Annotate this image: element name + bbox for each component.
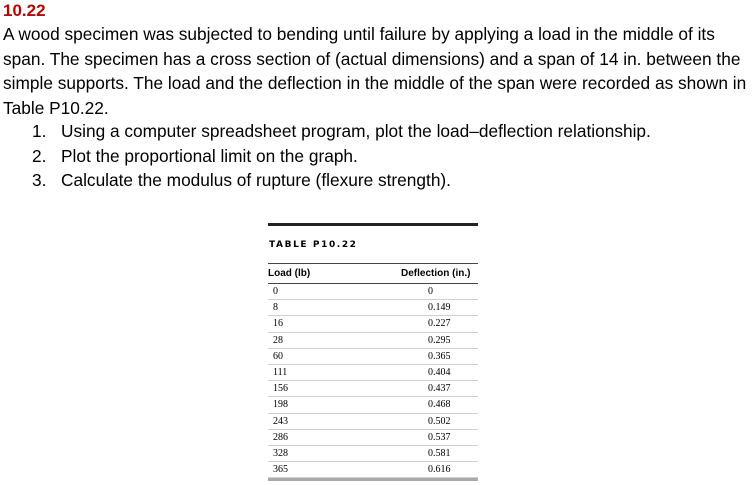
deflection-cell: 0.149 xyxy=(333,300,478,316)
table-body xyxy=(268,284,478,478)
table-row xyxy=(268,364,478,380)
task-list xyxy=(32,119,651,193)
problem-number: 10.22 xyxy=(3,1,46,20)
table-row xyxy=(268,381,478,397)
table-top-rule xyxy=(268,223,478,226)
table-row xyxy=(268,316,478,332)
task-item xyxy=(32,144,651,169)
table-bottom-rule xyxy=(268,478,478,481)
deflection-cell: 0.404 xyxy=(333,364,478,380)
deflection-cell: 0.227 xyxy=(333,316,478,332)
deflection-cell: 0.295 xyxy=(333,332,478,348)
table-row xyxy=(268,397,478,413)
table-row xyxy=(268,445,478,461)
load-cell: 365 xyxy=(268,462,333,478)
load-cell: 286 xyxy=(268,429,333,445)
load-deflection-table xyxy=(268,264,478,478)
deflection-cell: 0.437 xyxy=(333,381,478,397)
task-number: 3. xyxy=(32,170,47,190)
load-cell: 243 xyxy=(268,413,333,429)
task-item xyxy=(32,168,651,193)
load-cell: 0 xyxy=(268,284,333,300)
task-number: 1. xyxy=(32,121,47,141)
task-number: 2. xyxy=(32,145,47,166)
deflection-cell: 0.616 xyxy=(333,462,478,478)
data-table-block xyxy=(268,223,478,481)
table-row xyxy=(268,429,478,445)
deflection-cell: 0.502 xyxy=(333,413,478,429)
table-row xyxy=(268,413,478,429)
table-row xyxy=(268,300,478,316)
task-item xyxy=(32,119,651,144)
task-text: Using a computer spreadsheet program, plot the load–deflection relationship. xyxy=(61,121,651,141)
load-cell: 16 xyxy=(268,316,333,332)
deflection-cell: 0.365 xyxy=(333,348,478,364)
load-cell: 8 xyxy=(268,300,333,316)
table-row xyxy=(268,284,478,300)
load-cell: 328 xyxy=(268,445,333,461)
table-row xyxy=(268,462,478,478)
table-header-row xyxy=(268,264,478,284)
load-cell: 28 xyxy=(268,332,333,348)
table-row xyxy=(268,348,478,364)
load-cell: 111 xyxy=(268,364,333,380)
load-cell: 156 xyxy=(268,381,333,397)
table-row xyxy=(268,332,478,348)
load-column-header: Load (lb) xyxy=(268,264,333,284)
load-cell: 60 xyxy=(268,348,333,364)
load-cell: 198 xyxy=(268,397,333,413)
task-text: Plot the proportional limit on the graph. xyxy=(61,145,358,166)
deflection-cell: 0 xyxy=(333,284,478,300)
deflection-cell: 0.581 xyxy=(333,445,478,461)
problem-statement: A wood specimen was subjected to bending until failure by applying a load in the middle of its span. The specimen has a cross section of (actual dimensions) and a span of 14 in. between the simple supports. The load and the deflection in the middle of the span were recorded as shown in Table P10.22. xyxy=(3,24,747,118)
table-caption: TABLE P10.22 xyxy=(269,240,358,250)
task-text: Calculate the modulus of rupture (flexure strength). xyxy=(61,170,451,190)
deflection-cell: 0.468 xyxy=(333,397,478,413)
deflection-cell: 0.537 xyxy=(333,429,478,445)
deflection-column-header: Deflection (in.) xyxy=(333,264,478,284)
